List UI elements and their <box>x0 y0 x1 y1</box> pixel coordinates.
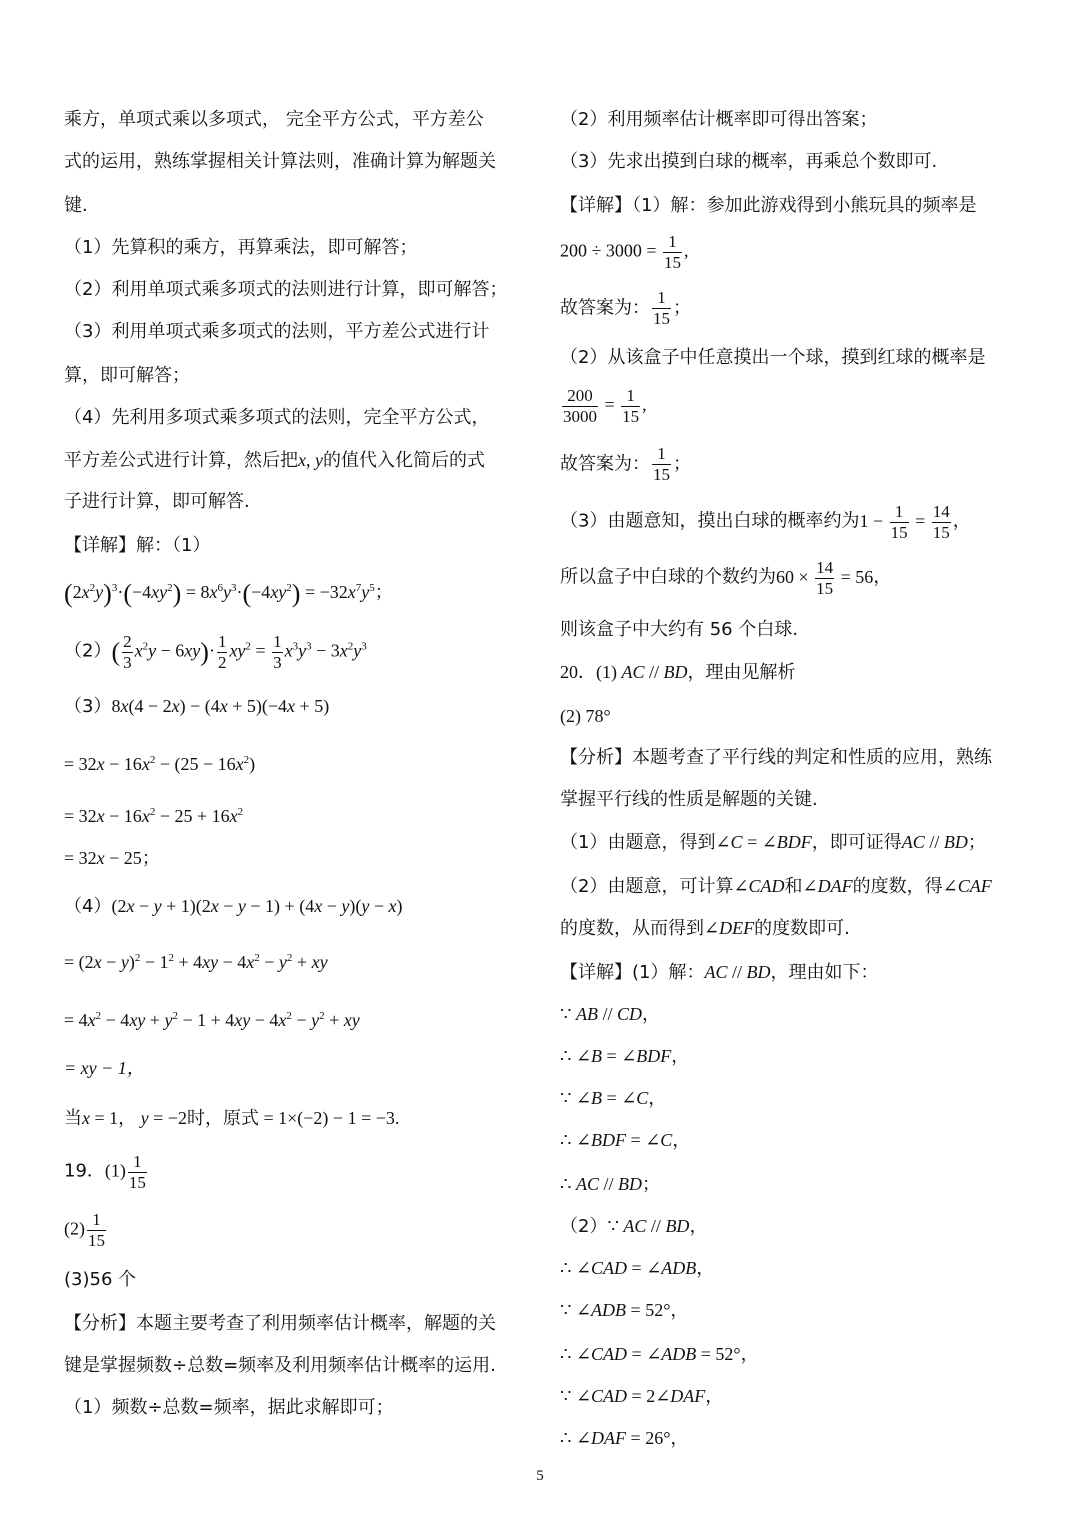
answer-19-1: 19．(1) $\frac{1}{15}$ <box>64 1152 146 1192</box>
answer-20-1: 20．(1) AC // BD，理由见解析 <box>560 662 796 683</box>
math-line: （3）8x(4 − 2x) − (4x + 5)(−4x + 5) <box>64 696 330 717</box>
text-line: 【分析】本题主要考查了利用频率估计概率，解题的关 <box>64 1313 496 1334</box>
math-line: ∴ ∠DAF = 26°， <box>560 1428 689 1448</box>
math-line: （2）( $\frac{2}{3}$ $x^2y - 6xy)\cdot$ $\frac{1}{2}$ $xy^2$ = $\frac{1}{3}$ $x^3y^3 - 3x^2y^3$ <box>64 632 367 672</box>
text-line: 乘方，单项式乘以多项式， 完全平方公式，平方差公 <box>64 109 484 130</box>
text-line: 键是掌握频数÷总数=频率及利用频率估计概率的运用. <box>64 1355 496 1376</box>
math-line: ∵ AB // CD， <box>560 1004 660 1024</box>
text-line: （4）先利用多项式乘多项式的法则，完全平方公式， <box>64 407 490 428</box>
text-line: （1）由题意，得到∠C = ∠BDF，即可证得AC // BD； <box>560 832 986 853</box>
text-line: （3）由题意知，摸出白球的概率约为1 − $\frac{1}{15}$ = $\frac{14}{15}$ ， <box>560 502 971 542</box>
text-line: 故答案为： $\frac{1}{15}$ ； <box>560 288 691 328</box>
text-line: 故答案为： $\frac{1}{15}$ ； <box>560 444 691 484</box>
text-line: （1）频数÷总数=频率，据此求解即可； <box>64 1397 394 1418</box>
math-line: = $(2x - y)^2 - 1^2 + 4xy - 4x^2 - y^2$ + xy <box>64 952 328 972</box>
page-number: 5 <box>536 1468 544 1484</box>
text-line: 则该盒子中大约有 56 个白球. <box>560 619 799 640</box>
math-line: ∵ ∠ADB = 52°， <box>560 1300 689 1320</box>
math-line: （2）∵ AC // BD， <box>560 1216 708 1237</box>
math-line: = $32x - 16x^2 - 25 + 16x^2$ <box>64 806 244 826</box>
math-line: = $4x^2 - 4xy + y^2 - 1 + 4xy - 4x^2 - y^2$ + xy <box>64 1010 360 1030</box>
math-line: ∴ ∠BDF = ∠C， <box>560 1130 691 1150</box>
math-line: = $32x - 16x^2 - (25 - 16x^2)$ <box>64 754 256 774</box>
math-line: ∴ ∠CAD = ∠ADB = 52°， <box>560 1344 759 1364</box>
math-line: ∴ ∠B = ∠BDF， <box>560 1046 690 1066</box>
math-line: 当x = 1， y = −2时，原式 = 1×(−2) − 1 = −3. <box>64 1108 400 1129</box>
math-line: ∵ ∠CAD = 2∠DAF， <box>560 1386 724 1406</box>
text-line: 【详解】解：（1） <box>64 535 211 556</box>
answer-19-3: (3)56 个 <box>64 1269 137 1290</box>
text-line: 所以盒子中白球的个数约为60 × $\frac{14}{15}$ = 56， <box>560 558 892 598</box>
text-line: 【分析】本题考查了平行线的判定和性质的应用，熟练 <box>560 747 992 768</box>
text-line: （1）先算积的乘方，再算乘法，即可解答； <box>64 237 418 258</box>
answer-19-2: (2) $\frac{1}{15}$ <box>64 1210 105 1250</box>
text-line: 平方差公式进行计算，然后把x, y的值代入化简后的式 <box>64 450 485 471</box>
text-line: 算，即可解答； <box>64 365 190 386</box>
math-line: 200 ÷ 3000 = $\frac{1}{15}$ , <box>560 232 689 272</box>
answer-20-2: (2) 78° <box>560 706 611 726</box>
text-line: 【详解】(1）解：AC // BD，理由如下： <box>560 962 879 983</box>
text-line: 的度数，从而得到∠DEF的度数即可. <box>560 918 850 939</box>
math-line: ∵ ∠B = ∠C， <box>560 1088 667 1108</box>
text-line: 【详解】（1）解：参加此游戏得到小熊玩具的频率是 <box>560 195 977 216</box>
math-line: $(2x^2y)^3\cdot(-4xy^2) = 8x^6y^3\cdot(-4xy^2) = -32x^7y^5$； <box>64 578 393 608</box>
text-line: 掌握平行线的性质是解题的关键. <box>560 789 818 810</box>
math-line: = xy − 1， <box>64 1058 145 1078</box>
math-line: $\frac{200}{3000}$ = $\frac{1}{15}$ , <box>563 386 647 426</box>
text-line: （2）从该盒子中任意摸出一个球，摸到红球的概率是 <box>560 347 986 368</box>
math-line: （4）(2x − y + 1)(2x − y − 1) + (4x − y)(y − x) <box>64 896 403 917</box>
math-line: ∴ ∠CAD = ∠ADB， <box>560 1258 715 1278</box>
text-line: 键. <box>64 195 88 216</box>
math-line: ∴ AC // BD； <box>560 1174 660 1194</box>
text-line: （2）由题意，可计算∠CAD和∠DAF的度数，得∠CAF <box>560 876 992 897</box>
math-line: = 32x − 25； <box>64 848 160 869</box>
text-line: （3）先求出摸到白球的概率，再乘总个数即可. <box>560 151 938 172</box>
text-line: （3）利用单项式乘多项式的法则，平方差公式进行计 <box>64 321 490 342</box>
text-line: 子进行计算，即可解答. <box>64 491 250 512</box>
text-line: 式的运用，熟练掌握相关计算法则，准确计算为解题关 <box>64 151 496 172</box>
text-line: （2）利用频率估计概率即可得出答案； <box>560 109 878 130</box>
text-line: （2）利用单项式乘多项式的法则进行计算，即可解答； <box>64 279 508 300</box>
